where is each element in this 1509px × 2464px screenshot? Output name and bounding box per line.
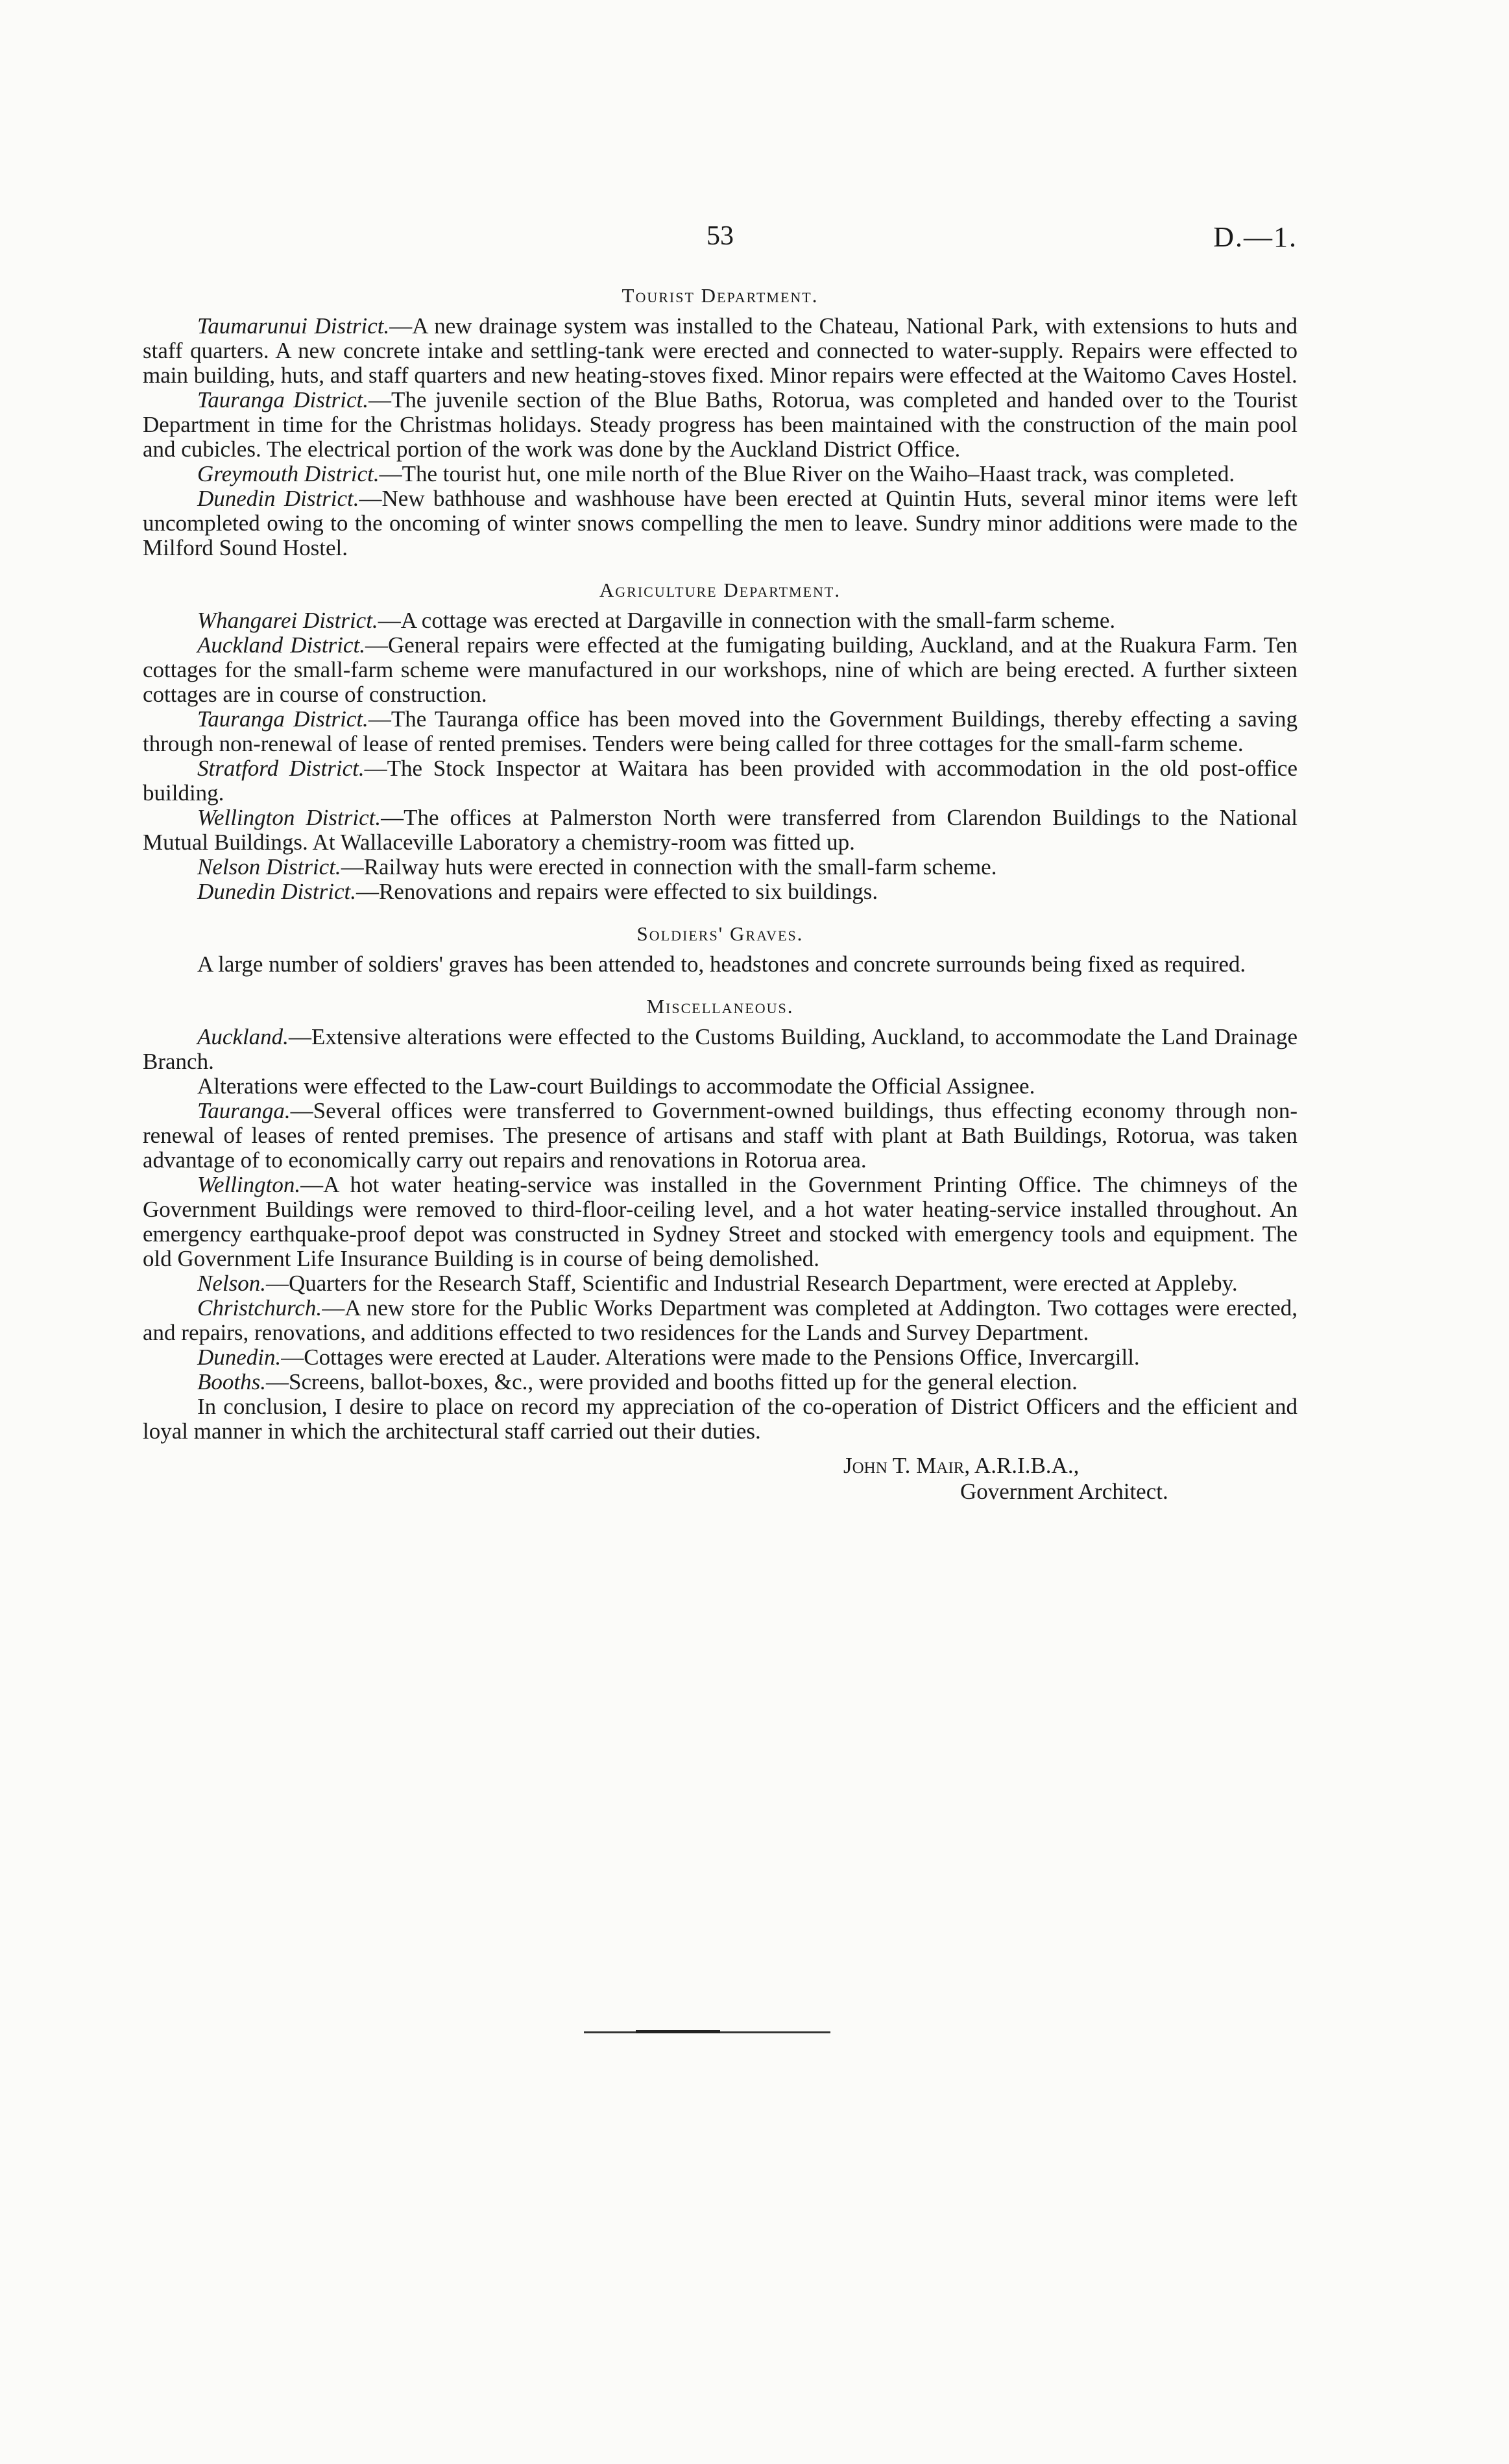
- paragraph-lead: Dunedin.: [197, 1345, 282, 1370]
- paragraph: [143, 486, 1298, 560]
- paragraph: [143, 1370, 1298, 1394]
- paragraph-text: In conclusion, I desire to place on record my appreciation of the co-operation of District Officers and the efficient and loyal manner in which the architectural staff carried out their duties.: [143, 1394, 1298, 1444]
- paragraph-lead: Booths.: [197, 1369, 266, 1394]
- paragraph-lead: Tauranga District.: [197, 706, 368, 732]
- paragraph-lead: Tauranga.: [197, 1098, 291, 1123]
- paragraph-text: —Cottages were erected at Lauder. Alterations were made to the Pensions Office, Invercargill.: [281, 1345, 1140, 1370]
- paragraph: [143, 879, 1298, 904]
- paragraph: [143, 1394, 1298, 1444]
- section-heading: Miscellaneous.: [646, 995, 794, 1018]
- section-heading: Tourist Department.: [622, 284, 819, 307]
- paragraph: [143, 806, 1298, 855]
- paragraph-text: —The juvenile section of the Blue Baths, Rotorua, was completed and handed over to the Tourist Department in time for the Christmas holidays. Steady progress has been maintained with the construction of the main pool and cubicles. The electrical portion of the work was done by the Auckland District Office.: [143, 387, 1298, 462]
- paragraph-lead: Greymouth District.: [197, 461, 380, 486]
- paragraph: [143, 756, 1298, 806]
- paragraph-lead: Wellington.: [197, 1172, 301, 1197]
- paragraph: [143, 1074, 1298, 1099]
- signatory-name: John T. Mair, A.R.I.B.A.,: [843, 1453, 1080, 1478]
- paragraph-text: —New bathhouse and washhouse have been erected at Quintin Huts, several minor items were left uncompleted owing to the oncoming of winter snows compelling the men to leave. Sundry minor additions were made to the Milford Sound Hostel.: [143, 486, 1298, 560]
- paragraph: [143, 388, 1298, 462]
- paragraph-text: —A new drainage system was installed to the Chateau, National Park, with extensions to huts and staff quarters. A new concrete intake and settling-tank were erected and connected to water-supply. Repairs were effected to main building, huts, and staff quarters and new heating-stoves fixed. Minor repairs were effected at the Waitomo Caves Hostel.: [143, 313, 1298, 388]
- paragraph-text: —The offices at Palmerston North were transferred from Clarendon Buildings to the National Mutual Buildings. At Wallaceville Laboratory a chemistry-room was fitted up.: [143, 805, 1298, 855]
- paragraph: [143, 1271, 1298, 1296]
- paragraph-text: —Quarters for the Research Staff, Scientific and Industrial Research Department, were erected at Appleby.: [265, 1271, 1238, 1296]
- page-number: 53: [706, 221, 734, 251]
- paragraph-lead: Whangarei District.: [197, 608, 378, 633]
- paragraph-text: —Extensive alterations were effected to the Customs Building, Auckland, to accommodate the Land Drainage Branch.: [143, 1024, 1298, 1074]
- paragraph: [143, 314, 1298, 388]
- document-reference: D.—1.: [1213, 221, 1298, 253]
- paragraph: [143, 952, 1298, 977]
- closing-rule-ornament: [636, 2030, 720, 2033]
- paragraph: [143, 855, 1298, 879]
- paragraph-lead: Christchurch.: [197, 1295, 322, 1321]
- paragraph-text: —The Stock Inspector at Waitara has been provided with accommodation in the old post-office building.: [143, 756, 1298, 806]
- paragraph-text: —Railway huts were erected in connection with the small-farm scheme.: [341, 854, 997, 879]
- paragraph: [143, 1296, 1298, 1345]
- section-heading: Soldiers' Graves.: [636, 922, 804, 945]
- paragraph: [143, 1099, 1298, 1173]
- section-heading: Agriculture Department.: [599, 579, 841, 601]
- document-page: [143, 221, 1298, 1505]
- paragraph-lead: Auckland District.: [197, 632, 365, 658]
- paragraph-lead: Tauranga District.: [197, 387, 368, 413]
- page-header: [143, 221, 1298, 266]
- document-body: [143, 284, 1298, 1444]
- paragraph-text: —Several offices were transferred to Government-owned buildings, thus effecting economy through non-renewal of leases of rented premises. The presence of artisans and staff with plant at Bath Buildings, Rotorua, was taken advantage of to economically carry out repairs and renovations in Rotorua area.: [143, 1098, 1298, 1173]
- paragraph: [143, 1025, 1298, 1074]
- paragraph: [143, 608, 1298, 633]
- paragraph-text: —Renovations and repairs were effected to six buildings.: [356, 879, 878, 904]
- paragraph: [143, 1345, 1298, 1370]
- paragraph-text: —General repairs were effected at the fumigating building, Auckland, and at the Ruakura Farm. Ten cottages for the small-farm scheme were manufactured in our workshops, nine of which are being erected. A further sixteen cottages are in course of construction.: [143, 632, 1298, 707]
- paragraph: [143, 1173, 1298, 1271]
- paragraph-lead: Nelson.: [197, 1271, 266, 1296]
- paragraph-text: —Screens, ballot-boxes, &c., were provided and booths fitted up for the general election.: [265, 1369, 1078, 1394]
- paragraph-text: —The tourist hut, one mile north of the Blue River on the Waiho–Haast track, was completed.: [379, 461, 1235, 486]
- paragraph-lead: Wellington District.: [197, 805, 381, 830]
- paragraph-lead: Stratford District.: [197, 756, 365, 781]
- paragraph-text: Alterations were effected to the Law-court Buildings to accommodate the Official Assignee.: [197, 1073, 1035, 1099]
- paragraph-text: A large number of soldiers' graves has been attended to, headstones and concrete surrounds being fixed as required.: [197, 951, 1246, 977]
- paragraph-text: —A hot water heating-service was installed in the Government Printing Office. The chimneys of the Government Buildings were removed to third-floor-ceiling level, and a hot water heating-service installed throughout. An emergency earthquake-proof depot was constructed in Sydney Street and stocked with emergency tools and equipment. The old Government Life Insurance Building is in course of being demolished.: [143, 1172, 1298, 1271]
- signatory-title: Government Architect.: [960, 1479, 1168, 1504]
- paragraph-text: —A new store for the Public Works Department was completed at Addington. Two cottages were erected, and repairs, renovations, and additions effected to two residences for the Lands and Survey Department.: [143, 1295, 1298, 1345]
- paragraph-lead: Auckland.: [197, 1024, 289, 1049]
- paragraph-lead: Nelson District.: [197, 854, 341, 879]
- paragraph: [143, 707, 1298, 756]
- paragraph-text: —The Tauranga office has been moved into the Government Buildings, thereby effecting a saving through non-renewal of lease of rented premises. Tenders were being called for three cottages for the small-farm scheme.: [143, 706, 1298, 756]
- paragraph: [143, 633, 1298, 707]
- paragraph-lead: Dunedin District.: [197, 879, 356, 904]
- signature-block: [143, 1453, 1298, 1505]
- paragraph-lead: Dunedin District.: [197, 486, 359, 511]
- paragraph-text: —A cottage was erected at Dargaville in connection with the small-farm scheme.: [378, 608, 1116, 633]
- paragraph-lead: Taumarunui District.: [197, 313, 390, 339]
- paragraph: [143, 462, 1298, 486]
